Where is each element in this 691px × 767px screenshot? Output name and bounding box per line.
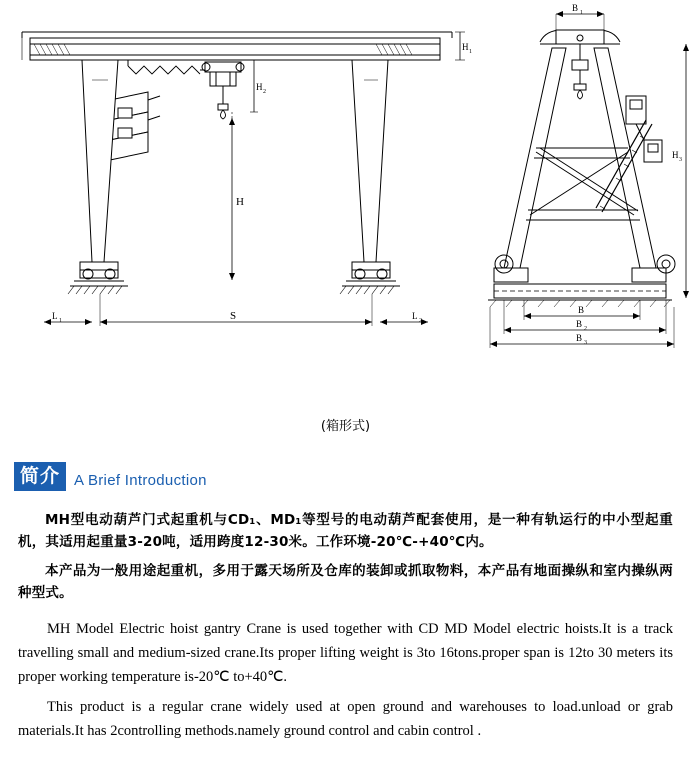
section-title-en: A Brief Introduction [74, 472, 207, 489]
cn-paragraph-1: MH型电动葫芦门式起重机与CD₁、MD₁等型号的电动葫芦配套使用，是一种有轨运行的中小型起重机，其适用起重量3-20吨，适用跨度12-30米。工作环境-20℃-+40℃内。 [18, 512, 673, 551]
section-title-cn: 简介 [14, 462, 66, 491]
svg-text:S: S [230, 310, 237, 322]
svg-text:2: 2 [584, 326, 587, 332]
svg-text:H: H [672, 150, 679, 160]
svg-text:H: H [256, 82, 263, 92]
svg-text:H: H [236, 196, 244, 208]
svg-text:L: L [52, 311, 58, 321]
article-body [18, 509, 673, 744]
svg-text:B: B [578, 305, 585, 315]
svg-text:3: 3 [584, 340, 587, 346]
svg-text:1: 1 [580, 10, 583, 16]
cn-paragraph-2: 本产品为一般用途起重机，多用于露天场所及仓库的装卸或抓取物料，本产品有地面操纵和室内操纵两种型式。 [18, 562, 673, 601]
technical-drawing [0, 0, 691, 355]
svg-text:L: L [412, 311, 418, 321]
svg-text:2: 2 [263, 89, 266, 95]
svg-text:2: 2 [419, 318, 422, 324]
drawing-caption: (箱形式) [320, 419, 371, 434]
en-paragraph-2: This product is a regular crane widely used at open ground and warehouses to load.unload or grab materials.It has 2controlling methods.namely ground control and cabin control . [18, 698, 673, 739]
svg-text:1: 1 [59, 318, 62, 324]
svg-text:B: B [576, 333, 583, 343]
svg-text:3: 3 [679, 157, 682, 163]
svg-text:H: H [462, 42, 469, 52]
svg-text:B: B [572, 3, 579, 13]
section-heading [14, 462, 691, 491]
en-paragraph-1: MH Model Electric hoist gantry Crane is used together with CD MD Model electric hoists.It is a track travelling small and medium-sized crane.Its proper lifting weight is 3to 16tons.proper span is 12to 30 meters its proper working temperature is-20℃ to+40℃. [18, 621, 673, 685]
gantry-crane-diagram [0, 0, 691, 355]
svg-text:1: 1 [469, 49, 472, 55]
svg-text:B: B [576, 319, 583, 329]
